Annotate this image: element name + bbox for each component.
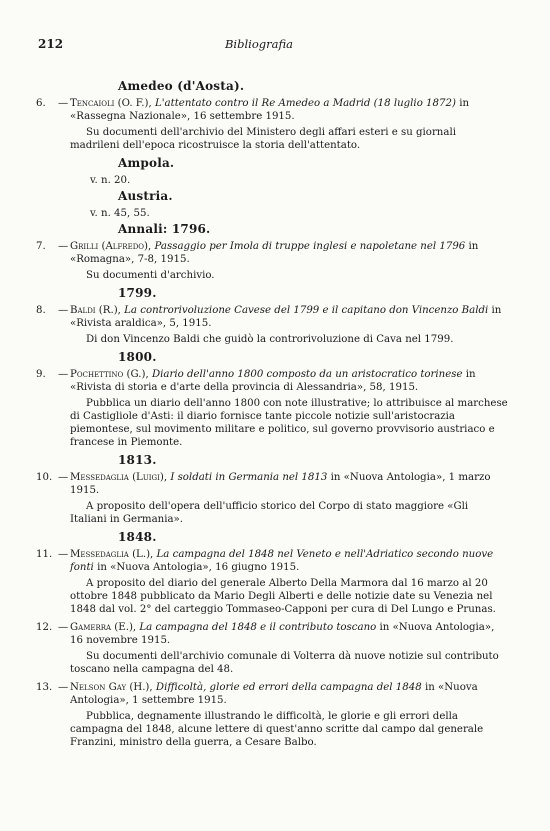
entry-title: Difficoltà, glorie ed errori della campagna del 1848	[155, 682, 422, 693]
entry-source: in «Rassegna Nazionale», 16 settembre 1915.	[70, 98, 470, 122]
page-number: 212	[38, 37, 64, 51]
page-body	[36, 78, 508, 754]
entry-line	[36, 621, 508, 647]
entry-number: 11.	[36, 549, 53, 560]
section-heading-1813: 1813.	[118, 453, 157, 467]
entry-number: 6.	[36, 98, 46, 109]
entry-note: A proposito del diario del generale Alberto Della Marmora dal 16 marzo al 20 ottobre 1848 pubblicato da Mario Degli Alberti e delle notizie date su Venezia nel 1848 dal vol. 2° del carteggio Tommaseo-Capponi per cura di Del Lungo e Prunas.	[70, 578, 496, 615]
entry-dash: —	[58, 472, 69, 483]
section-heading-amedeo: Amedeo (d'Aosta).	[118, 79, 245, 93]
entry-source: in «Nuova Antologia», 1 settembre 1915.	[70, 682, 478, 706]
entry-author: Nelson Gay (H.),	[70, 682, 153, 693]
entry-line	[36, 681, 508, 707]
bib-entry-13	[36, 681, 508, 749]
entry-dash: —	[58, 682, 69, 693]
entry-source: in «Rivista araldica», 5, 1915.	[70, 305, 502, 329]
entry-line	[36, 471, 508, 497]
entry-source: in «Nuova Antologia», 16 novembre 1915.	[70, 622, 495, 646]
bib-entry-9	[36, 368, 508, 449]
entry-author: Baldi (R.),	[70, 305, 121, 316]
entry-source: in «Nuova Antologia», 1 marzo 1915.	[70, 472, 491, 496]
entry-note: Su documenti dell'archivio del Ministero degli affari esteri e su giornali madrileni dell'epoca ricostruisce la storia dell'attentato.	[70, 127, 456, 151]
entry-title: Passaggio per Imola di truppe inglesi e napoletane nel 1796	[154, 241, 466, 252]
entry-dash: —	[58, 549, 69, 560]
section-heading-1800: 1800.	[118, 350, 157, 364]
entry-author: Tencaioli (O. F.),	[70, 98, 152, 109]
entry-source: in «Romagna», 7-8, 1915.	[70, 241, 479, 265]
entry-author: Messedaglia (Luigi),	[70, 472, 168, 483]
entry-dash: —	[58, 98, 69, 109]
section-heading-austria: Austria.	[118, 189, 173, 203]
entry-title: I soldati in Germania nel 1813	[170, 472, 328, 483]
entry-title: La controrivoluzione Cavese del 1799 e il capitano don Vincenzo Baldi	[124, 305, 489, 316]
entry-note: Pubblica, degnamente illustrando le difficoltà, le glorie e gli errori della campagna del 1848, alcune lettere di quest'anno scritte dal campo dal generale Franzini, ministro della guerra, a Cesare Balbo.	[70, 711, 484, 748]
entry-number: 13.	[36, 682, 53, 693]
entry-author: Grilli (Alfredo),	[70, 241, 152, 252]
bib-entry-10	[36, 471, 508, 526]
entry-title: L'attentato contro il Re Amedeo a Madrid (18 luglio 1872)	[154, 98, 456, 109]
entry-line	[36, 304, 508, 330]
entry-note: Su documenti d'archivio.	[86, 270, 215, 281]
entry-note: Su documenti dell'archivio comunale di Volterra dà nuove notizie sul contributo toscano nella campagna del 48.	[70, 651, 499, 675]
section-heading-1796: Annali: 1796.	[118, 222, 211, 236]
section-heading-1799: 1799.	[118, 286, 157, 300]
section-heading-1848: 1848.	[118, 530, 157, 544]
entry-source: in «Rivista di storia e d'arte della provincia di Alessandria», 58, 1915.	[70, 369, 476, 393]
entry-number: 9.	[36, 369, 46, 380]
entry-dash: —	[58, 305, 69, 316]
entry-number: 8.	[36, 305, 46, 316]
section-heading-ampola: Ampola.	[118, 156, 175, 170]
bib-entry-8	[36, 304, 508, 346]
entry-author: Messedaglia (L.),	[70, 549, 154, 560]
entry-number: 7.	[36, 241, 46, 252]
entry-number: 10.	[36, 472, 53, 483]
cross-reference-austria: v. n. 45, 55.	[90, 208, 150, 219]
bib-entry-7	[36, 240, 508, 282]
page-header	[38, 38, 480, 54]
bib-entry-11	[36, 548, 508, 616]
entry-dash: —	[58, 622, 69, 633]
entry-note: A proposito dell'opera dell'ufficio storico del Corpo di stato maggiore «Gli Italiani in Germania».	[70, 501, 469, 525]
entry-title: La campagna del 1848 e il contributo toscano	[139, 622, 377, 633]
entry-line	[36, 368, 508, 394]
running-title: Bibliografia	[224, 37, 293, 51]
entry-dash: —	[58, 241, 69, 252]
entry-author: Pochettino (G.),	[70, 369, 149, 380]
entry-line	[36, 548, 508, 574]
entry-note: Di don Vincenzo Baldi che guidò la controrivoluzione di Cava nel 1799.	[86, 334, 454, 345]
entry-source: in «Nuova Antologia», 16 giugno 1915.	[97, 562, 300, 573]
entry-author: Gamerra (E.),	[70, 622, 137, 633]
entry-dash: —	[58, 369, 69, 380]
entry-title: La campagna del 1848 nel Veneto e nell'Adriatico secondo nuove fonti	[70, 549, 494, 573]
entry-title: Diario dell'anno 1800 composto da un aristocratico torinese	[151, 369, 463, 380]
entry-line	[36, 240, 508, 266]
bib-entry-6	[36, 97, 508, 152]
cross-reference-ampola: v. n. 20.	[90, 175, 131, 186]
entry-number: 12.	[36, 622, 53, 633]
bib-entry-12	[36, 621, 508, 676]
entry-note: Pubblica un diario dell'anno 1800 con note illustrative; lo attribuisce al marchese di Castigliole d'Asti: il diario fornisce tante piccole notizie sull'aristocrazia piemontese, sul movimento militare e politico, sul governo provvisorio austriaco e francese in Piemonte.	[70, 398, 508, 448]
entry-line	[36, 97, 508, 123]
